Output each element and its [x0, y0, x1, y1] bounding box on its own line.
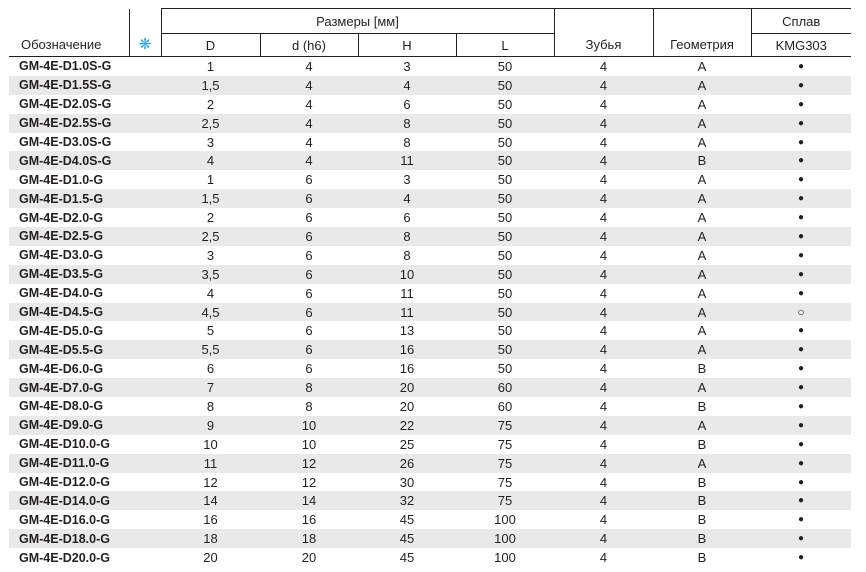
- table-row: [9, 227, 851, 246]
- table-row: [9, 303, 851, 322]
- cell-teeth: 4: [599, 285, 608, 301]
- cell-d: 6: [260, 265, 358, 284]
- star-cell: [129, 303, 161, 322]
- table-row: [9, 76, 851, 95]
- cell-d: 6: [260, 340, 358, 359]
- cell-D: 7: [161, 378, 260, 397]
- cell-L: 60: [456, 378, 554, 397]
- star-cell: [129, 454, 161, 473]
- cell-teeth: 4: [599, 134, 608, 150]
- cell-D: 1,5: [161, 76, 260, 95]
- cell-d: 6: [305, 172, 313, 188]
- cell-kmg303: ●: [751, 151, 851, 170]
- table-row: [9, 397, 851, 416]
- cell-L: 50: [456, 227, 554, 246]
- cell-D: 18: [161, 529, 260, 548]
- table-row: [9, 151, 851, 170]
- cell-geometry: A: [653, 378, 751, 397]
- cell-L: 60: [497, 398, 513, 414]
- cell-L: 75: [497, 474, 513, 490]
- cell-D: 1: [206, 58, 215, 74]
- cell-kmg303: ●: [751, 227, 851, 246]
- cell-kmg303: ●: [797, 552, 805, 564]
- cell-teeth: 4: [554, 340, 653, 359]
- cell-L: 50: [497, 210, 513, 226]
- cell-H: 13: [399, 323, 415, 339]
- alloy-header: KMG303: [751, 34, 851, 57]
- cell-d: 4: [305, 96, 313, 112]
- cell-d: 18: [260, 529, 358, 548]
- cell-geometry: A: [653, 454, 751, 473]
- star-cell: [129, 151, 161, 170]
- cell-kmg303: ●: [797, 249, 805, 261]
- star-cell: [129, 321, 161, 340]
- cell-geometry: B: [697, 550, 707, 566]
- cell-teeth: 4: [554, 76, 653, 95]
- cell-L: 50: [456, 189, 554, 208]
- cell-H: 25: [399, 436, 415, 452]
- cell-kmg303: ●: [751, 529, 851, 548]
- cell-d: 16: [301, 512, 317, 528]
- product-code: GM-4E-D4.0-G: [19, 286, 104, 301]
- cell-d: 4: [305, 58, 313, 74]
- table-row: [9, 114, 851, 133]
- cell-L: 50: [456, 114, 554, 133]
- product-code: GM-4E-D20.0-G: [19, 550, 110, 565]
- table-row: [9, 473, 851, 492]
- product-code: GM-4E-D3.0-G: [19, 248, 104, 263]
- cell-L: 75: [456, 491, 554, 510]
- cell-D: 2: [206, 210, 215, 226]
- cell-H: 3: [403, 58, 411, 74]
- cell-geometry: B: [697, 512, 707, 528]
- cell-kmg303: ●: [797, 400, 805, 412]
- cell-H: 4: [358, 76, 456, 95]
- star-cell: [129, 378, 161, 397]
- cell-geometry: A: [697, 285, 707, 301]
- cell-d: 6: [260, 189, 358, 208]
- cell-kmg303: ●: [797, 174, 805, 186]
- cell-D: 1,5: [161, 189, 260, 208]
- cell-d: 6: [305, 285, 313, 301]
- cell-H: 20: [399, 398, 415, 414]
- product-code: GM-4E-D16.0-G: [19, 512, 110, 527]
- cell-d: 10: [301, 436, 317, 452]
- table-row: [9, 416, 851, 435]
- cell-L: 50: [456, 303, 554, 322]
- cell-H: 11: [358, 303, 456, 322]
- table-row: [9, 246, 851, 265]
- star-cell: [129, 246, 161, 265]
- product-code: GM-4E-D18.0-G: [9, 529, 129, 548]
- cell-L: 50: [497, 172, 513, 188]
- table-row: [9, 340, 851, 359]
- product-code: GM-4E-D8.0-G: [19, 399, 104, 414]
- cell-kmg303: ●: [797, 438, 805, 450]
- cell-kmg303: ●: [751, 265, 851, 284]
- cell-d: 14: [260, 491, 358, 510]
- table-row: [9, 378, 851, 397]
- geometry-header: Геометрия: [653, 9, 751, 57]
- col-L-header: L: [456, 34, 554, 57]
- cell-D: 1: [206, 172, 215, 188]
- cell-teeth: 4: [554, 114, 653, 133]
- cell-geometry: A: [697, 172, 707, 188]
- cell-D: 4: [206, 285, 215, 301]
- teeth-header: Зубья: [554, 9, 653, 57]
- cell-L: 75: [497, 436, 513, 452]
- cell-D: 4,5: [161, 303, 260, 322]
- cell-H: 10: [358, 265, 456, 284]
- cell-D: 16: [203, 512, 218, 528]
- star-cell: [129, 529, 161, 548]
- cell-kmg303: ●: [751, 340, 851, 359]
- cell-H: 26: [358, 454, 456, 473]
- cell-teeth: 4: [599, 436, 608, 452]
- star-cell: [129, 435, 161, 454]
- table-row: [9, 454, 851, 473]
- cell-d: 4: [305, 134, 313, 150]
- cell-L: 50: [497, 323, 513, 339]
- cell-D: 20: [203, 550, 218, 566]
- product-code: GM-4E-D5.0-G: [19, 323, 104, 338]
- table-row: [9, 284, 851, 303]
- cell-kmg303: ○: [751, 303, 851, 322]
- cell-H: 32: [358, 491, 456, 510]
- cell-D: 2,5: [161, 227, 260, 246]
- cell-teeth: 4: [554, 378, 653, 397]
- cell-teeth: 4: [599, 323, 608, 339]
- cell-D: 4: [161, 151, 260, 170]
- cell-geometry: B: [697, 474, 707, 490]
- cell-teeth: 4: [554, 227, 653, 246]
- table-row: [9, 510, 851, 529]
- cell-teeth: 4: [554, 189, 653, 208]
- star-cell: [129, 284, 161, 303]
- cell-H: 8: [358, 227, 456, 246]
- table-row: [9, 491, 851, 510]
- star-cell: [129, 397, 161, 416]
- cell-H: 16: [358, 340, 456, 359]
- cell-H: 4: [358, 189, 456, 208]
- cell-H: 6: [403, 96, 411, 112]
- cell-d: 4: [260, 114, 358, 133]
- cell-L: 75: [456, 416, 554, 435]
- cell-d: 4: [260, 76, 358, 95]
- cell-geometry: A: [697, 96, 707, 112]
- table-row: [9, 548, 851, 567]
- product-code: GM-4E-D14.0-G: [9, 491, 129, 510]
- cell-teeth: 4: [599, 474, 608, 490]
- cell-teeth: 4: [554, 454, 653, 473]
- cell-d: 20: [301, 550, 317, 566]
- star-cell: [129, 265, 161, 284]
- cell-teeth: 4: [554, 529, 653, 548]
- cell-teeth: 4: [599, 247, 608, 263]
- cell-L: 75: [456, 454, 554, 473]
- cell-kmg303: ●: [751, 416, 851, 435]
- cell-L: 50: [497, 361, 513, 377]
- cell-geometry: B: [653, 491, 751, 510]
- table-row: [9, 265, 851, 284]
- cell-kmg303: ●: [797, 287, 805, 299]
- cell-d: 6: [305, 247, 313, 263]
- cell-H: 11: [400, 285, 414, 301]
- cell-d: 6: [260, 227, 358, 246]
- product-table: [9, 8, 851, 567]
- cell-d: 12: [301, 474, 317, 490]
- cell-kmg303: ●: [797, 212, 805, 224]
- cell-teeth: 4: [554, 491, 653, 510]
- alloy-group-header: Сплав: [751, 9, 851, 34]
- cell-L: 100: [456, 529, 554, 548]
- cell-D: 6: [206, 361, 215, 377]
- cell-D: 11: [161, 454, 260, 473]
- cell-H: 16: [399, 361, 415, 377]
- cell-geometry: B: [697, 361, 707, 377]
- cell-teeth: 4: [554, 151, 653, 170]
- col-d-header: d (h6): [260, 34, 358, 57]
- star-cell: [129, 510, 161, 529]
- cell-kmg303: ●: [797, 363, 805, 375]
- product-code: GM-4E-D1.5S-G: [9, 76, 129, 95]
- star-cell: [129, 340, 161, 359]
- cell-d: 10: [260, 416, 358, 435]
- cell-L: 50: [456, 340, 554, 359]
- cell-kmg303: ●: [797, 476, 805, 488]
- cell-teeth: 4: [554, 265, 653, 284]
- product-code: GM-4E-D1.0-G: [19, 172, 104, 187]
- star-cell: [129, 114, 161, 133]
- col-H-header: H: [358, 34, 456, 57]
- cell-d: 6: [305, 361, 313, 377]
- table-row: [9, 189, 851, 208]
- product-code: GM-4E-D1.5-G: [9, 189, 129, 208]
- product-code: GM-4E-D12.0-G: [19, 475, 110, 490]
- cell-geometry: B: [697, 436, 707, 452]
- cell-kmg303: ●: [797, 136, 805, 148]
- cell-geometry: B: [697, 398, 707, 414]
- cell-teeth: 4: [554, 303, 653, 322]
- star-cell: [129, 208, 161, 227]
- cell-H: 45: [358, 529, 456, 548]
- cell-D: 8: [206, 398, 215, 414]
- table-row: [9, 359, 851, 378]
- cell-geometry: A: [653, 114, 751, 133]
- cell-D: 5: [206, 323, 215, 339]
- cell-geometry: B: [653, 151, 751, 170]
- product-code: GM-4E-D2.0S-G: [19, 97, 112, 112]
- cell-geometry: A: [653, 416, 751, 435]
- star-cell: [129, 95, 161, 114]
- product-code: GM-4E-D1.0S-G: [19, 59, 112, 74]
- cell-geometry: A: [653, 265, 751, 284]
- cell-H: 11: [358, 151, 456, 170]
- cell-H: 3: [403, 172, 411, 188]
- cell-kmg303: ●: [751, 491, 851, 510]
- star-cell: [129, 76, 161, 95]
- dimensions-group-header: Размеры [мм]: [161, 9, 554, 34]
- cell-L: 50: [456, 265, 554, 284]
- cell-H: 8: [403, 134, 411, 150]
- star-cell: [129, 416, 161, 435]
- cell-geometry: A: [653, 227, 751, 246]
- star-cell: [129, 548, 161, 567]
- cell-teeth: 4: [599, 398, 608, 414]
- cell-H: 8: [403, 247, 411, 263]
- cell-d: 12: [260, 454, 358, 473]
- cell-geometry: A: [697, 134, 707, 150]
- cell-kmg303: ●: [751, 76, 851, 95]
- cell-H: 6: [403, 210, 411, 226]
- cell-D: 5,5: [161, 340, 260, 359]
- cell-H: 22: [358, 416, 456, 435]
- cell-geometry: B: [653, 529, 751, 548]
- cell-L: 100: [494, 512, 516, 528]
- product-code: GM-4E-D9.0-G: [9, 416, 129, 435]
- cell-teeth: 4: [554, 416, 653, 435]
- cell-geometry: A: [697, 323, 707, 339]
- product-code: GM-4E-D2.5S-G: [9, 114, 129, 133]
- table-row: [9, 57, 851, 76]
- star-cell: [129, 57, 161, 76]
- cell-L: 50: [497, 96, 513, 112]
- cell-geometry: A: [653, 189, 751, 208]
- star-cell: [129, 133, 161, 152]
- star-cell: [129, 227, 161, 246]
- star-cell: [129, 491, 161, 510]
- cell-D: 10: [203, 436, 218, 452]
- product-code: GM-4E-D7.0-G: [9, 378, 129, 397]
- cell-L: 50: [456, 151, 554, 170]
- cell-H: 45: [399, 550, 415, 566]
- product-code: GM-4E-D4.0S-G: [9, 151, 129, 170]
- cell-geometry: A: [697, 210, 707, 226]
- cell-kmg303: ●: [797, 60, 805, 72]
- cell-d: 8: [305, 398, 313, 414]
- table-body: [9, 57, 851, 568]
- cell-D: 3: [206, 247, 215, 263]
- cell-H: 45: [399, 512, 415, 528]
- table-row: [9, 435, 851, 454]
- cell-D: 2,5: [161, 114, 260, 133]
- cell-teeth: 4: [599, 172, 608, 188]
- cell-L: 50: [497, 247, 513, 263]
- table-row: [9, 95, 851, 114]
- cell-teeth: 4: [599, 210, 608, 226]
- cell-D: 14: [161, 491, 260, 510]
- cell-d: 6: [305, 323, 313, 339]
- cell-geometry: A: [697, 58, 707, 74]
- cell-d: 8: [260, 378, 358, 397]
- snowflake-icon: ❋: [129, 9, 161, 57]
- product-code: GM-4E-D2.0-G: [19, 210, 104, 225]
- cell-D: 3,5: [161, 265, 260, 284]
- product-code: GM-4E-D6.0-G: [19, 361, 104, 376]
- cell-kmg303: ●: [797, 514, 805, 526]
- cell-L: 50: [497, 134, 513, 150]
- cell-L: 50: [497, 285, 513, 301]
- cell-kmg303: ●: [751, 114, 851, 133]
- cell-H: 8: [358, 114, 456, 133]
- table-row: [9, 170, 851, 189]
- cell-kmg303: ●: [797, 98, 805, 110]
- cell-D: 2: [206, 96, 215, 112]
- cell-L: 50: [456, 76, 554, 95]
- table-row: [9, 208, 851, 227]
- table-row: [9, 529, 851, 548]
- cell-D: 3: [206, 134, 215, 150]
- product-code: GM-4E-D10.0-G: [19, 437, 110, 452]
- cell-teeth: 4: [599, 361, 608, 377]
- col-D-header: D: [161, 34, 260, 57]
- product-code: GM-4E-D11.0-G: [9, 454, 129, 473]
- cell-H: 30: [399, 474, 415, 490]
- cell-teeth: 4: [599, 550, 608, 566]
- product-code: GM-4E-D5.5-G: [9, 340, 129, 359]
- cell-teeth: 4: [599, 58, 608, 74]
- cell-geometry: A: [653, 340, 751, 359]
- cell-d: 4: [260, 151, 358, 170]
- product-code: GM-4E-D2.5-G: [9, 227, 129, 246]
- cell-d: 6: [260, 303, 358, 322]
- cell-teeth: 4: [599, 512, 608, 528]
- cell-L: 50: [497, 58, 513, 74]
- cell-D: 9: [161, 416, 260, 435]
- cell-geometry: A: [653, 303, 751, 322]
- cell-geometry: A: [697, 247, 707, 263]
- cell-kmg303: ●: [797, 325, 805, 337]
- star-cell: [129, 473, 161, 492]
- cell-kmg303: ●: [751, 454, 851, 473]
- table-row: [9, 133, 851, 152]
- cell-kmg303: ●: [751, 378, 851, 397]
- cell-D: 12: [203, 474, 218, 490]
- star-cell: [129, 359, 161, 378]
- table-row: [9, 321, 851, 340]
- designation-header: Обозначение: [9, 9, 129, 57]
- product-code: GM-4E-D3.5-G: [9, 265, 129, 284]
- cell-kmg303: ●: [751, 189, 851, 208]
- cell-L: 100: [494, 550, 516, 566]
- cell-H: 20: [358, 378, 456, 397]
- star-cell: [129, 189, 161, 208]
- product-code: GM-4E-D3.0S-G: [19, 135, 112, 149]
- cell-teeth: 4: [599, 96, 608, 112]
- star-cell: [129, 170, 161, 189]
- cell-d: 6: [305, 210, 313, 226]
- product-code: GM-4E-D4.5-G: [9, 303, 129, 322]
- cell-geometry: A: [653, 76, 751, 95]
